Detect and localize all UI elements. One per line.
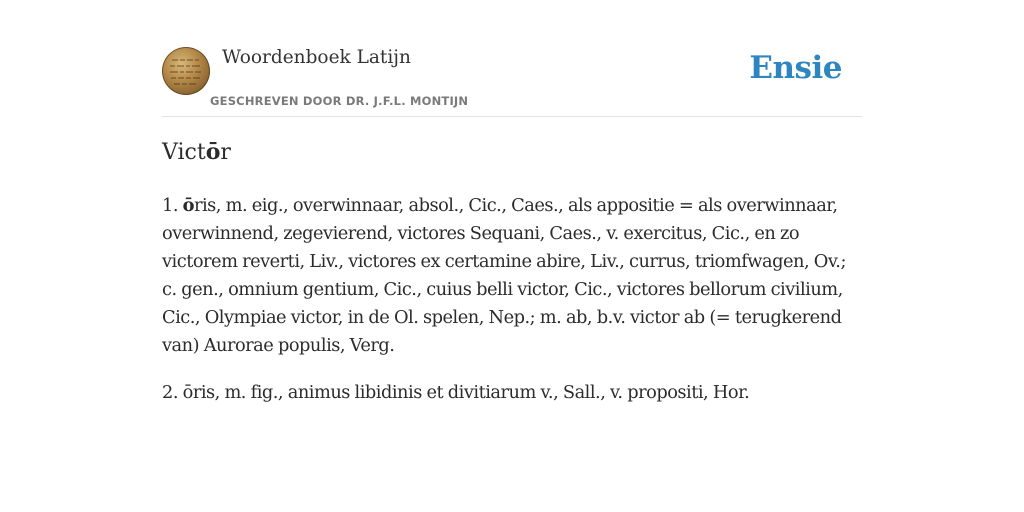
definition-1 [162, 192, 862, 360]
definition-macron: ō [182, 195, 194, 216]
author-credit: GESCHREVEN DOOR DR. J.F.L. MONTIJN [210, 94, 469, 108]
dictionary-title[interactable]: Woordenboek Latijn [222, 47, 411, 68]
page-header [162, 44, 862, 117]
entry-headword [162, 139, 231, 165]
definition-number: 2. [162, 382, 178, 403]
definition-2 [162, 379, 862, 407]
headword-end: r [220, 140, 231, 165]
headword-start: Vict [162, 140, 206, 165]
coin-inscription-icon [162, 47, 210, 95]
definition-text: ōris, m. fig., animus libidinis et divitiarum v., Sall., v. propositi, Hor. [182, 382, 750, 403]
definition-number: 1. [162, 195, 178, 216]
bronze-coin-inscription-icon[interactable] [162, 47, 210, 95]
headword-macron: ō [205, 139, 221, 165]
ensie-logo[interactable]: Ensie [749, 50, 842, 86]
definition-text: ris, m. eig., overwinnaar, absol., Cic., Caes., als appositie = als overwinnaar, overwinnend, zegevierend, victores Sequani, Caes., v. exercitus, Cic., en zo victorem reverti, Liv., victores ex certamine abire, Liv., currus, triomfwagen, Ov.; c. gen., omnium gentium, Cic., cuius belli victor, Cic., victores bellorum civilium, Cic., Olympiae victor, in de Ol. spelen, Nep.; m. ab, b.v. victor ab (= terugkerend van) Aurorae populis, Verg. [162, 195, 846, 356]
